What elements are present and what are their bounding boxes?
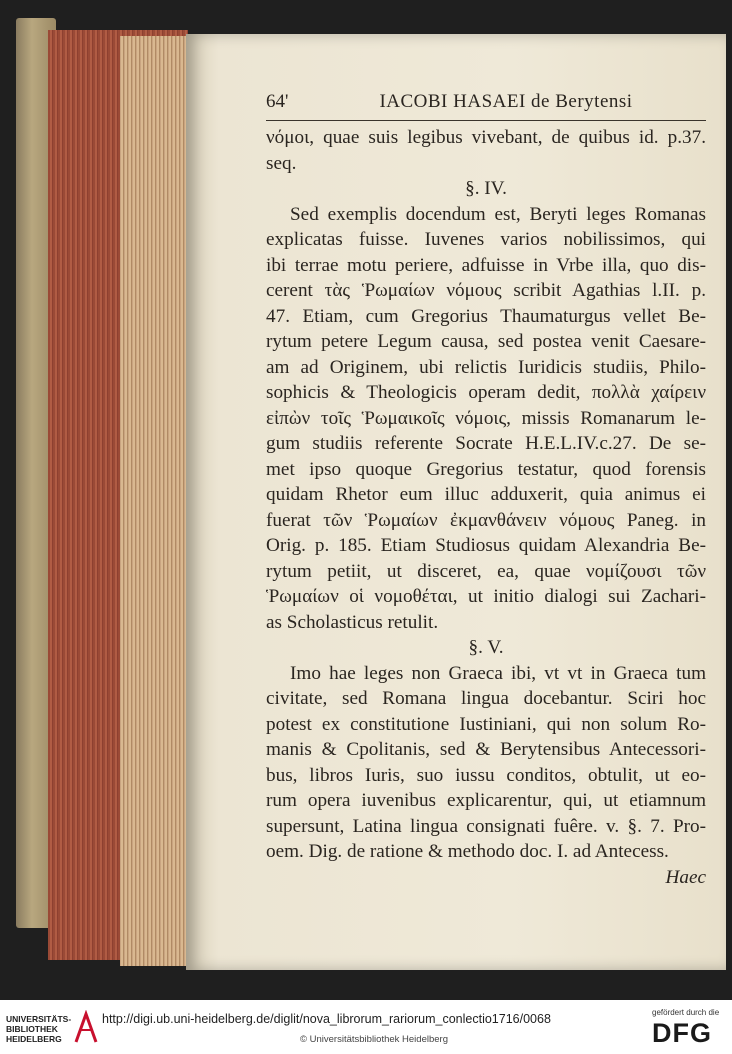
- page-text: [266, 86, 706, 890]
- page-edges-inner: [120, 36, 188, 966]
- library-logo-text: [6, 1014, 71, 1044]
- text-line: explicatas fuisse. Iuvenes varios nobilissimos, qui: [266, 229, 706, 250]
- text-line: quidam Rhetor eum illuc adduxerit, quia animus ei: [266, 484, 706, 505]
- text-line: seq.: [266, 152, 297, 174]
- text-line: rum opera iuvenibus explicarentur, qui, ut etiamnum: [266, 790, 706, 811]
- section-heading-v: §. V.: [468, 637, 504, 658]
- catchword: Haec: [665, 866, 706, 888]
- text-line: cerent τὰς Ῥωμαίων νόμους scribit Agathias l.II. p.: [266, 280, 706, 301]
- library-name-line: HEIDELBERG: [6, 1034, 62, 1044]
- text-line: potest ex constitutione Iustiniani, qui non solum Ro-: [266, 713, 706, 735]
- paragraph-iv: [266, 202, 706, 636]
- text-line: Sed exemplis docendum est, Beryti leges Romanas: [290, 203, 706, 225]
- permalink-link[interactable]: http://digi.ub.uni-heidelberg.de/diglit/nova_librorum_rariorum_conlectio1716/0068: [102, 1012, 551, 1026]
- library-logo-icon: [74, 1010, 98, 1044]
- text-line: ibi terrae motu periere, adfuisse in Vrbe illa, quo dis-: [266, 254, 706, 276]
- library-name-line: UNIVERSITÄTS-: [6, 1014, 72, 1024]
- footer-bar: [0, 1000, 732, 1054]
- section-heading-iv: §. IV.: [465, 178, 507, 199]
- text-line: rytum petere Legum causa, sed postea venit Caesare-: [266, 331, 706, 352]
- text-line: gum studiis referente Socrate H.E.L.IV.c.27. De se-: [266, 433, 706, 454]
- text-line: oem. Dig. de ratione & methodo doc. I. ad Antecess.: [266, 841, 669, 862]
- running-head: IACOBI HASAEI de Berytensi: [379, 91, 633, 112]
- page-number: 64': [266, 91, 289, 112]
- funder-note: gefördert durch die: [652, 1008, 720, 1017]
- text-line: εἰπὼν τοῖς Ῥωμαικοῖς νόμοις, missis Romanarum le-: [266, 407, 706, 429]
- text-line: 47. Etiam, cum Gregorius Thaumaturgus vellet Be-: [266, 305, 706, 327]
- text-line: sophicis & Theologicis operam dedit, πολλὰ χαίρειν: [266, 382, 706, 403]
- text-line: rytum petiit, ut disceret, ea, quae νομίζουσι τῶν: [266, 560, 706, 582]
- text-line: supersunt, Latina lingua consignati fuêre. v. §. 7. Pro-: [266, 815, 706, 837]
- running-header: [266, 86, 706, 121]
- text-line: Ῥωμαίων οἱ νομοθέται, ut initio dialogi sui Zachari-: [266, 586, 706, 607]
- library-name-line: BIBLIOTHEK: [6, 1024, 58, 1034]
- text-line: am ad Originem, ubi relictis Iuridicis studiis, Philo-: [266, 356, 706, 378]
- text-line: met ipso quoque Gregorius testatur, quod forensis: [266, 458, 706, 480]
- text-line: νόμοι, quae suis legibus vivebant, de quibus id. p.37.: [266, 127, 706, 148]
- text-line: as Scholasticus retulit.: [266, 611, 439, 633]
- dfg-logo: DFG: [652, 1018, 712, 1048]
- text-line: Imo hae leges non Graeca ibi, vt vt in Graeca tum: [290, 662, 706, 684]
- copyright-text: © Universitätsbibliothek Heidelberg: [300, 1034, 448, 1045]
- text-line: civitate, sed Romana lingua docebantur. Sciri hoc: [266, 688, 706, 709]
- text-line: fuerat τῶν Ῥωμαίων ἐκμανθάνειν νόμους Paneg. in: [266, 509, 706, 531]
- text-line: manis & Cpolitanis, sed & Berytensibus Antecessori-: [266, 739, 706, 760]
- text-line: bus, libros Iuris, suo iussu conditos, obtulit, ut eo-: [266, 764, 706, 786]
- text-line: Orig. p. 185. Etiam Studiosus quidam Alexandria Be-: [266, 535, 706, 556]
- paragraph-v: [266, 661, 706, 865]
